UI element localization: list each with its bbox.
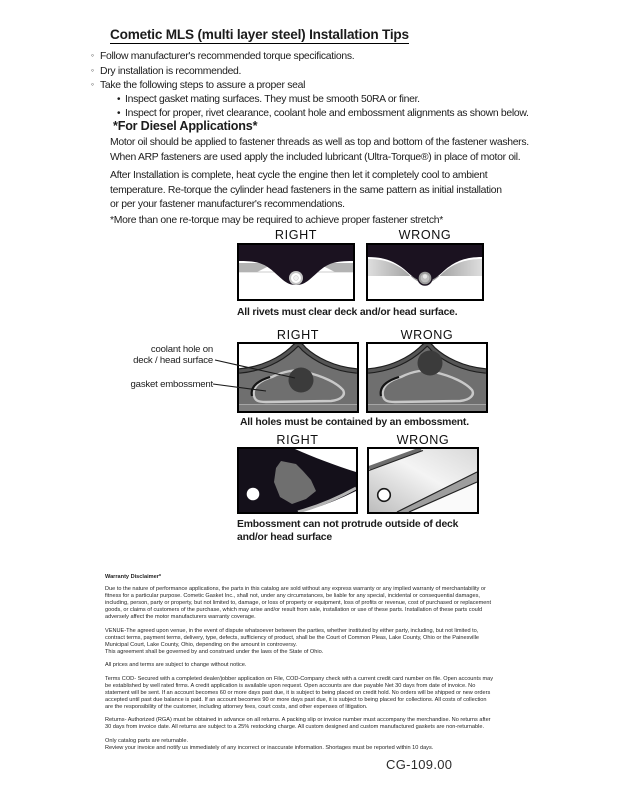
fine-print-paragraph: Terms COD- Secured with a completed dealer/jobber application on File, COD-Company check with a current credit card number on file. Open accounts may be established by well rated firms. A credit application is available upon request. Open accounts are due payable Net 30 days from date of invoice. No statement will be sent. If an account becomes 60 or more days past due, it is subject to being placed on credit hold. No orders will be shipped or new orders accepted until past due balance is paid. If an account becomes 90 or more days past due, it is subject to being placed for collections. All costs of collection are the responsibility of the customer, including attorney fees, court costs, and other expenses of litigation. bbox=[105, 675, 494, 710]
wrong-label: WRONG bbox=[398, 228, 452, 242]
fine-print-paragraph: All prices and terms are subject to change without notice. bbox=[105, 662, 247, 668]
rivet-clearance-wrong-diagram bbox=[366, 243, 484, 301]
warranty-fine-print bbox=[105, 574, 529, 758]
wrong-label: WRONG bbox=[396, 433, 450, 447]
wrong-label: WRONG bbox=[400, 328, 454, 342]
circle-bullet-icon: ◦ bbox=[91, 64, 94, 75]
coolant-hole-annotation: coolant hole on deck / head surface bbox=[133, 344, 213, 366]
diesel-paragraph: After Installation is complete, heat cycle the engine then let it completely cool to ambient temperature. Re-torque the cylinder head fasteners in the same pattern as initial installation or per your fastener manufacturer's recommendations. bbox=[110, 170, 502, 211]
list-item-text: Inspect for proper, rivet clearance, coolant hole and embossment alignments as shown below. bbox=[125, 107, 529, 119]
rivet-clearance-right-diagram bbox=[237, 243, 355, 301]
list-item-text: Take the following steps to assure a proper seal bbox=[100, 80, 306, 92]
embossment-protrusion-wrong-diagram bbox=[367, 447, 479, 514]
circle-bullet-icon: ◦ bbox=[91, 50, 94, 60]
list-item-text: Inspect gasket mating surfaces. They must be smooth 50RA or finer. bbox=[125, 94, 420, 106]
list-item bbox=[91, 49, 529, 64]
retorque-note: *More than one re-torque may be required to achieve proper fastener stretch* bbox=[110, 215, 443, 226]
page-number: CG-109.00 bbox=[386, 757, 453, 772]
circle-bullet-icon: ◦ bbox=[91, 79, 94, 90]
embossment-containment-wrong-diagram bbox=[366, 342, 488, 413]
embossment-containment-caption: All holes must be contained by an embossment. bbox=[240, 417, 469, 428]
installation-tips-list bbox=[91, 49, 529, 121]
dot-bullet-icon: • bbox=[117, 94, 121, 106]
fine-print-paragraph: VENUE-The agreed upon venue, in the event of dispute whatsoever between the parties, whether instituted by either party, including, but not limited to, contract terms, payment terms, delivery, type, defects, sufficiency of product, shall be the Court of Common Pleas, Lake County, Ohio or the Painesville Municipal Court, Lake County, Ohio, depending on the amount in controversy. This agreement shall be governed by and construed under the laws of the State of Ohio. bbox=[105, 627, 480, 655]
gasket-embossment-annotation: gasket embossment bbox=[130, 379, 213, 390]
right-label: RIGHT bbox=[276, 433, 319, 447]
page-title: Cometic MLS (multi layer steel) Installation Tips bbox=[110, 27, 409, 42]
embossment-containment-right-diagram bbox=[237, 342, 359, 413]
diesel-applications-heading: *For Diesel Applications* bbox=[113, 119, 258, 133]
rivet-clearance-caption: All rivets must clear deck and/or head surface. bbox=[237, 307, 458, 318]
right-label: RIGHT bbox=[276, 328, 320, 342]
right-label: RIGHT bbox=[274, 228, 318, 242]
embossment-protrusion-right-diagram bbox=[237, 447, 358, 514]
fine-print-paragraph: Returns- Authorized (RGA) must be obtained in advance on all returns. A packing slip or invoice number must accompany the merchandise. No returns after 30 days from invoice date. All returns are subject to a 25% restocking charge. All custom designed and custom manufactured gaskets are non-returnable. bbox=[105, 717, 491, 730]
list-item bbox=[91, 64, 529, 79]
fine-print-paragraph: Only catalog parts are returnable. Review your invoice and notify us immediately of any incorrect or inaccurate information. Shortages must be reported within 10 days. bbox=[105, 737, 434, 751]
list-item-text: Follow manufacturer's recommended torque specifications. bbox=[100, 51, 355, 62]
list-item bbox=[91, 78, 529, 93]
list-item bbox=[91, 93, 529, 107]
warranty-disclaimer-heading: Warranty Disclaimer* bbox=[105, 574, 162, 580]
fine-print-paragraph: Due to the nature of performance applications, the parts in this catalog are sold without any express warranty or any implied warranty of merchantability or fitness for a particular purpose. Cometic Gasket Inc., shall not, under any circumstances, be liable for any special, incidental or consequential damages, including, person, party or property, but not limited to, damage, or loss of property or equipment, loss of profits or revenue, cost of purchased or replacement goods, or claims of customers of the purchase, which may arise and/or result from sale, installation or use of these parts. Installation of these parts could adversely affect the motor manufacturers warranty coverage. bbox=[105, 586, 492, 620]
embossment-protrusion-caption: Embossment can not protrude outside of deck and/or head surface bbox=[237, 519, 459, 544]
list-item-text: Dry installation is recommended. bbox=[100, 65, 242, 77]
diesel-paragraph: Motor oil should be applied to fastener threads as well as top and bottom of the fastener washers. When ARP fasteners are used apply the included lubricant (Ultra-Torque®) in place of motor oil. bbox=[110, 137, 529, 163]
dot-bullet-icon: • bbox=[117, 107, 121, 119]
